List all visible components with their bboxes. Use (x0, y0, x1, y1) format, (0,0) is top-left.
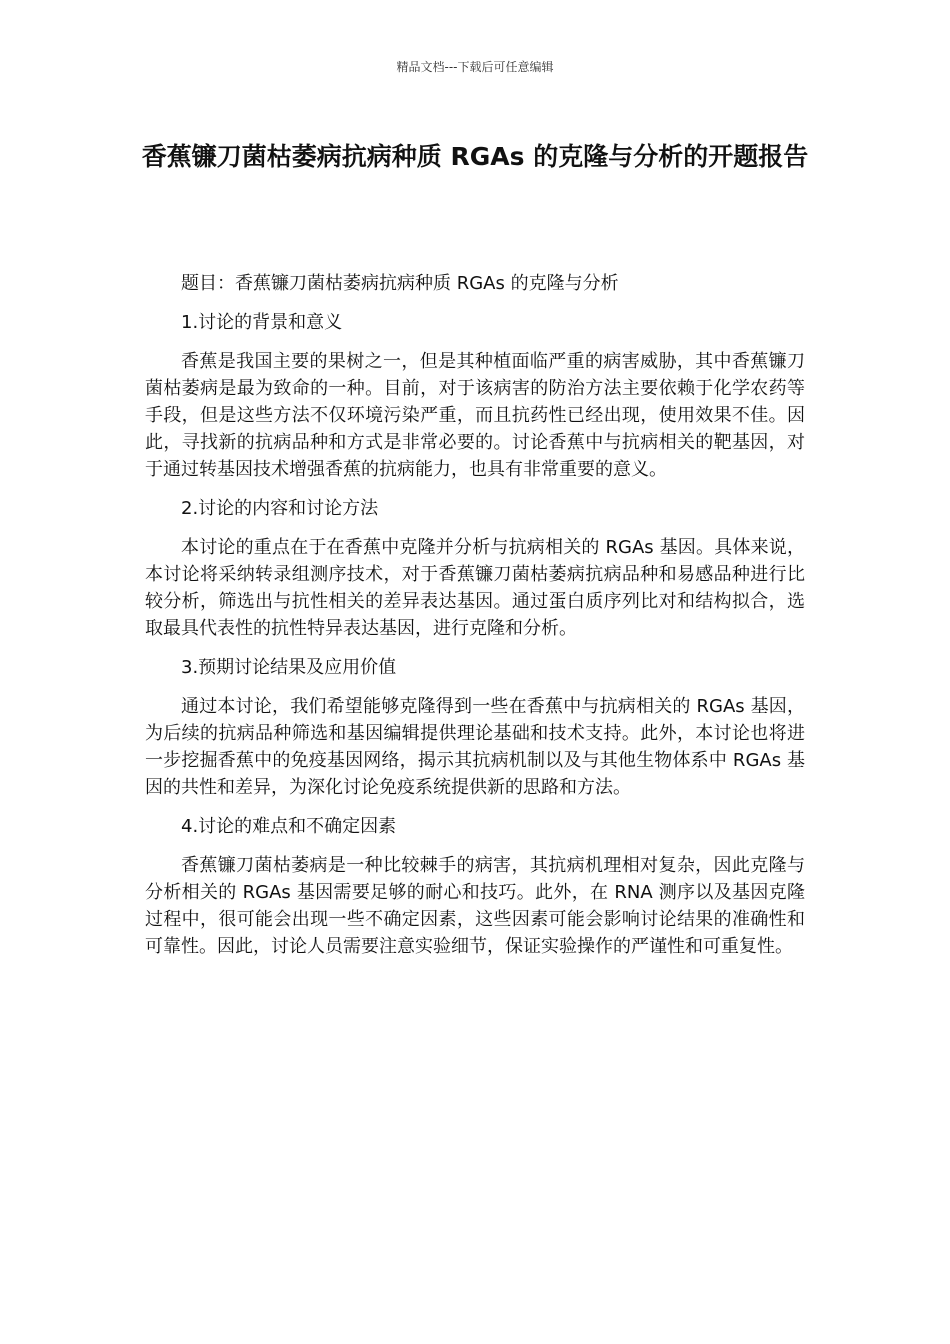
section-heading-expected-results: 3.预期讨论结果及应用价值 (181, 657, 397, 678)
page-header-note: 精品文档---下载后可任意编辑 (396, 60, 554, 74)
section-body-difficulties: 香蕉镰刀菌枯萎病是一种比较棘手的病害，其抗病机理相对复杂，因此克隆与分析相关的 RGAs 基因需要足够的耐心和技巧。此外，在 RNA 测序以及基因克隆过程中，很可能会出现一些不确定因素，这些因素可能会影响讨论结果的准确性和可靠性。因此，讨论人员需要注意实验细节，保证实验操作的严谨性和可重复性。 (145, 855, 805, 957)
section-body-methods: 本讨论的重点在于在香蕉中克隆并分析与抗病相关的 RGAs 基因。具体来说，本讨论将采纳转录组测序技术，对于香蕉镰刀菌枯萎病抗病品种和易感品种进行比较分析，筛选出与抗性相关的差异表达基因。通过蛋白质序列比对和结构拟合，选取最具代表性的抗性特异表达基因，进行克隆和分析。 (145, 537, 805, 639)
document-body (145, 270, 805, 972)
section-heading-background: 1.讨论的背景和意义 (181, 312, 343, 333)
document-title: 香蕉镰刀菌枯萎病抗病种质 RGAs 的克隆与分析的开题报告 (141, 142, 809, 171)
section-body-background: 香蕉是我国主要的果树之一，但是其种植面临严重的病害威胁，其中香蕉镰刀菌枯萎病是最为致命的一种。目前，对于该病害的防治方法主要依赖于化学农药等手段，但是这些方法不仅环境污染严重，而且抗药性已经出现，使用效果不佳。因此，寻找新的抗病品种和方式是非常必要的。讨论香蕉中与抗病相关的靶基因，对于通过转基因技术增强香蕉的抗病能力，也具有非常重要的意义。 (145, 351, 805, 480)
section-heading-difficulties: 4.讨论的难点和不确定因素 (181, 816, 397, 837)
section-body-expected-results: 通过本讨论，我们希望能够克隆得到一些在香蕉中与抗病相关的 RGAs 基因，为后续的抗病品种筛选和基因编辑提供理论基础和技术支持。此外，本讨论也将进一步挖掘香蕉中的免疫基因网络，揭示其抗病机制以及与其他生物体系中 RGAs 基因的共性和差异，为深化讨论免疫系统提供新的思路和方法。 (145, 696, 805, 798)
section-heading-methods: 2.讨论的内容和讨论方法 (181, 498, 379, 519)
topic-line: 题目：香蕉镰刀菌枯萎病抗病种质 RGAs 的克隆与分析 (181, 273, 619, 294)
